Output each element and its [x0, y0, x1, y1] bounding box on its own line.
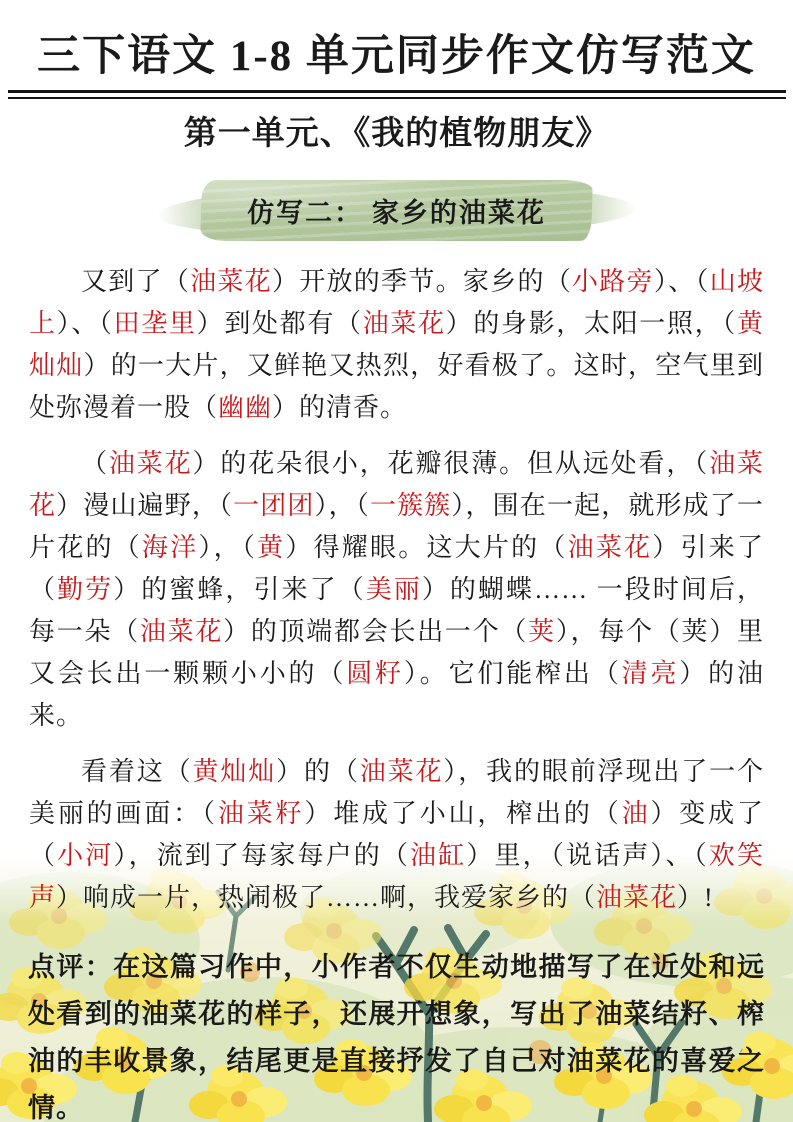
- fill-in-word: 油缸: [410, 840, 467, 870]
- fill-in-word: 小路旁: [572, 266, 654, 296]
- essay-text: ）堆成了小山，榨出的（: [304, 798, 622, 828]
- fill-in-word: 圆籽: [346, 658, 404, 688]
- essay-text: ）里，（说话声）、（: [466, 840, 709, 870]
- essay-text: ）的一大片，又鲜艳又热烈，好看极了。这时，空气里到处弥漫着一股（: [29, 350, 764, 422]
- page-header: [0, 0, 793, 154]
- essay-text: （: [81, 448, 109, 478]
- essay-body: [0, 241, 793, 919]
- essay-text: ）的（: [276, 756, 360, 786]
- fill-in-word: 幽幽: [218, 392, 273, 422]
- essay-text: ），（: [198, 532, 258, 562]
- essay-text: ），每个（荚）里又会长出一颗颗小小的（: [29, 616, 764, 688]
- essay-text: ），围在一起，就形成了一片花的（: [29, 490, 764, 562]
- page-title: 三下语文 1-8 单元同步作文仿写范文: [37, 33, 756, 80]
- fill-in-word: 清亮: [621, 658, 680, 688]
- banner-row: [0, 180, 793, 241]
- essay-text: ）引来了（: [29, 532, 764, 604]
- essay-text: ）。它们能榨出（: [403, 658, 622, 688]
- essay-text: ）漫山遍野，（: [56, 490, 234, 520]
- fill-in-word: 油菜花: [362, 308, 446, 338]
- fill-in-word: 小河: [57, 840, 114, 870]
- essay-text: ）!: [677, 882, 714, 912]
- fill-in-word: 美丽: [365, 574, 422, 604]
- essay-text: ）得耀眼。这大片的（: [285, 532, 568, 562]
- fill-in-word: 海洋: [141, 532, 199, 562]
- unit-subtitle: 第一单元、《我的植物朋友》: [183, 115, 610, 152]
- banner-label: 仿写二： 家乡的油菜花: [247, 197, 546, 228]
- fill-in-word: 油菜花: [359, 756, 444, 786]
- essay-text: ）的顶端都会长出一个（: [223, 616, 529, 646]
- essay-text: ），（: [314, 490, 370, 520]
- fill-in-word: 黄灿灿: [29, 308, 764, 380]
- essay-text: ），我的眼前浮现出了一个美丽的画面：（: [29, 756, 764, 828]
- brush-stroke-banner: [201, 180, 592, 241]
- fill-in-word: 荚: [528, 616, 556, 646]
- essay-text: ）到处都有（: [196, 308, 363, 338]
- fill-in-word: 油菜籽: [217, 798, 305, 828]
- essay-text: ）、（: [653, 266, 710, 296]
- fill-in-word: 黄: [257, 532, 286, 562]
- essay-text: ）的蜜蜂，引来了（: [113, 574, 366, 604]
- fill-in-word: 油菜花: [139, 616, 224, 646]
- fill-in-word: 油菜花: [190, 266, 272, 296]
- essay-paragraph: [29, 443, 764, 737]
- essay-text: ），流到了每家每户的（: [113, 840, 411, 870]
- fill-in-word: 黄灿灿: [192, 756, 277, 786]
- essay-text: ）的蝴蝶…… 一段时间后，每一朵（: [29, 574, 764, 646]
- fill-in-word: 一簇簇: [369, 490, 452, 520]
- essay-text: ）的花朵很小，花瓣很薄。但从远处看，（: [192, 448, 710, 478]
- title-double-rule: [8, 90, 786, 99]
- fill-in-word: 勤劳: [57, 574, 114, 604]
- fill-in-word: 油菜花: [108, 448, 193, 478]
- essay-text: ）、（: [56, 308, 114, 338]
- essay-text: ）开放的季节。家乡的（: [271, 266, 572, 296]
- essay-text: ）的身影，太阳一照，（: [445, 308, 737, 338]
- essay-text: ）响成一片，热闹极了……啊，我爱家乡的（: [56, 882, 597, 912]
- essay-text: ）变成了（: [29, 798, 764, 870]
- fill-in-word: 山坡上: [29, 266, 764, 338]
- fill-in-word: 油: [621, 798, 651, 828]
- fill-in-word: 欢笑声: [29, 840, 764, 912]
- fill-in-word: 油菜花: [29, 448, 764, 520]
- essay-text: ）的油来。: [29, 658, 764, 730]
- fill-in-word: 田垄里: [113, 308, 197, 338]
- fill-in-word: 油菜花: [596, 882, 678, 912]
- essay-text: 又到了（: [81, 266, 191, 296]
- essay-text: ）的清香。: [272, 392, 408, 422]
- essay-paragraph: [29, 751, 764, 919]
- fill-in-word: 油菜花: [567, 532, 653, 562]
- fill-in-word: 一团团: [233, 490, 315, 520]
- essay-text: 看着这（: [81, 756, 193, 786]
- teacher-comment: 点评：在这篇习作中，小作者不仅生动地描写了在近处和远处看到的油菜花的样子，还展开想象，写出了油菜结籽、榨油的丰收景象，结尾更是直接抒发了自己对油菜花的喜爱之情。: [28, 952, 765, 1122]
- essay-paragraph: [29, 261, 764, 429]
